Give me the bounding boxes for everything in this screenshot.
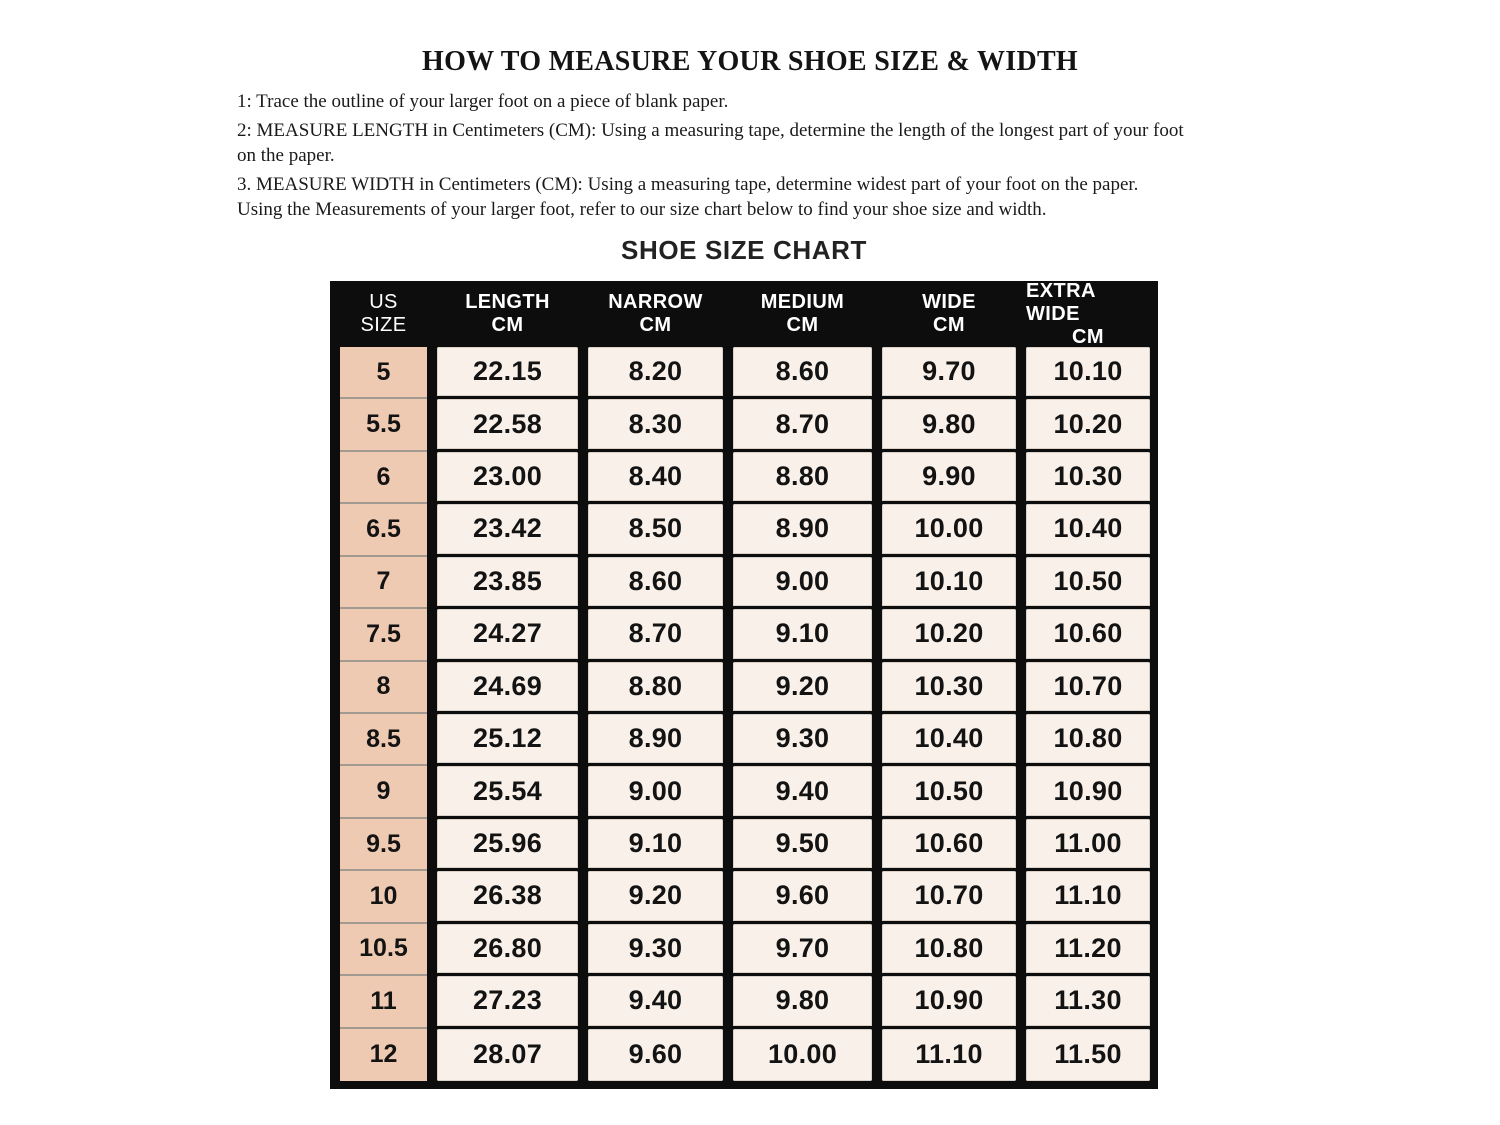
value-cell: 10.20 (882, 609, 1016, 661)
size-cell: 8.5 (340, 714, 427, 766)
value-cell: 10.60 (882, 819, 1016, 871)
column-header-us (340, 281, 427, 347)
value-cell: 23.42 (437, 504, 578, 556)
value-cell: 9.50 (733, 819, 872, 871)
value-cell: 10.60 (1026, 609, 1150, 661)
chart-subtitle: SHOE SIZE CHART (621, 235, 867, 265)
page-title: HOW TO MEASURE YOUR SHOE SIZE & WIDTH (421, 46, 1079, 77)
value-cell: 10.80 (1026, 714, 1150, 766)
value-cell: 9.00 (588, 766, 723, 818)
column-header-line1: LENGTH (465, 291, 550, 313)
value-cell: 8.30 (588, 399, 723, 451)
value-cell: 10.20 (1026, 399, 1150, 451)
size-cell: 7.5 (340, 609, 427, 661)
size-cell: 5 (340, 347, 427, 399)
value-cell: 11.50 (1026, 1029, 1150, 1081)
value-cell: 24.69 (437, 662, 578, 714)
value-cell: 9.90 (882, 452, 1016, 504)
size-cell: 8 (340, 662, 427, 714)
value-cell: 10.70 (882, 871, 1016, 923)
value-cell: 9.80 (882, 399, 1016, 451)
column-header-wide (882, 281, 1016, 347)
value-cell: 9.80 (733, 976, 872, 1028)
value-cell: 8.60 (733, 347, 872, 399)
column-header-line2: CM (639, 314, 672, 336)
column-header-line1: US (369, 291, 398, 313)
value-cell: 11.20 (1026, 924, 1150, 976)
value-cell: 11.10 (1026, 871, 1150, 923)
value-cell: 22.15 (437, 347, 578, 399)
value-cell: 10.50 (1026, 557, 1150, 609)
value-cell: 9.40 (733, 766, 872, 818)
value-cell: 9.20 (588, 871, 723, 923)
value-cell: 27.23 (437, 976, 578, 1028)
value-cell: 8.40 (588, 452, 723, 504)
column-header-line1: EXTRA WIDE (1026, 279, 1096, 325)
value-cell: 10.40 (1026, 504, 1150, 556)
value-cell: 10.10 (1026, 347, 1150, 399)
value-cell: 9.10 (733, 609, 872, 661)
column-header-line1: NARROW (608, 291, 703, 313)
size-cell: 9 (340, 766, 427, 818)
instructions (237, 89, 1267, 223)
value-cell: 10.80 (882, 924, 1016, 976)
value-cell: 10.00 (733, 1029, 872, 1081)
value-cell: 11.30 (1026, 976, 1150, 1028)
instruction-line-3: 3. MEASURE WIDTH in Centimeters (CM): Using a measuring tape, determine widest part of your foot on the paper. (237, 173, 1139, 195)
instruction-line-4: Using the Measurements of your larger foot, refer to our size chart below to find your shoe size and width. (237, 199, 1047, 220)
size-cell: 6 (340, 452, 427, 504)
size-chart-grid (340, 281, 1150, 1081)
value-cell: 8.80 (733, 452, 872, 504)
value-cell: 8.60 (588, 557, 723, 609)
value-cell: 9.20 (733, 662, 872, 714)
value-cell: 8.80 (588, 662, 723, 714)
value-cell: 23.85 (437, 557, 578, 609)
column-header-length (437, 281, 578, 347)
value-cell: 8.70 (733, 399, 872, 451)
value-cell: 10.50 (882, 766, 1016, 818)
value-cell: 23.00 (437, 452, 578, 504)
value-cell: 10.30 (1026, 452, 1150, 504)
value-cell: 9.60 (588, 1029, 723, 1081)
value-cell: 11.00 (1026, 819, 1150, 871)
size-cell: 11 (340, 976, 427, 1028)
size-cell: 10 (340, 871, 427, 923)
value-cell: 10.30 (882, 662, 1016, 714)
value-cell: 25.54 (437, 766, 578, 818)
instruction-line-1: 1: Trace the outline of your larger foot on a piece of blank paper. (237, 91, 729, 112)
value-cell: 9.70 (733, 924, 872, 976)
value-cell: 10.90 (1026, 766, 1150, 818)
value-cell: 9.60 (733, 871, 872, 923)
value-cell: 10.40 (882, 714, 1016, 766)
size-cell: 6.5 (340, 504, 427, 556)
value-cell: 22.58 (437, 399, 578, 451)
column-header-line2: CM (1072, 325, 1104, 348)
column-header-extra_wide (1026, 281, 1150, 347)
value-cell: 8.50 (588, 504, 723, 556)
value-cell: 26.80 (437, 924, 578, 976)
value-cell: 9.30 (733, 714, 872, 766)
instruction-line-2: 2: MEASURE LENGTH in Centimeters (CM): Using a measuring tape, determine the length of the longest part of your foot (237, 119, 1184, 141)
size-cell: 7 (340, 557, 427, 609)
value-cell: 25.96 (437, 819, 578, 871)
column-header-narrow (588, 281, 723, 347)
value-cell: 10.70 (1026, 662, 1150, 714)
instruction-line-2-wrap: on the paper. (237, 145, 335, 166)
size-table (330, 281, 1158, 1089)
value-cell: 25.12 (437, 714, 578, 766)
value-cell: 26.38 (437, 871, 578, 923)
value-cell: 10.10 (882, 557, 1016, 609)
value-cell: 24.27 (437, 609, 578, 661)
value-cell: 10.00 (882, 504, 1016, 556)
value-cell: 10.90 (882, 976, 1016, 1028)
column-header-line1: WIDE (922, 291, 976, 313)
column-header-medium (733, 281, 872, 347)
size-cell: 10.5 (340, 924, 427, 976)
value-cell: 8.70 (588, 609, 723, 661)
size-cell: 12 (340, 1029, 427, 1081)
column-header-line1: MEDIUM (760, 291, 845, 313)
value-cell: 9.30 (588, 924, 723, 976)
column-header-line2: CM (933, 314, 965, 336)
column-header-line2: CM (786, 314, 819, 336)
size-cell: 5.5 (340, 399, 427, 451)
size-cell: 9.5 (340, 819, 427, 871)
value-cell: 8.20 (588, 347, 723, 399)
column-header-line2: SIZE (360, 314, 407, 336)
value-cell: 28.07 (437, 1029, 578, 1081)
value-cell: 9.70 (882, 347, 1016, 399)
value-cell: 9.10 (588, 819, 723, 871)
value-cell: 8.90 (588, 714, 723, 766)
value-cell: 11.10 (882, 1029, 1016, 1081)
column-header-line2: CM (491, 314, 524, 336)
value-cell: 8.90 (733, 504, 872, 556)
value-cell: 9.40 (588, 976, 723, 1028)
value-cell: 9.00 (733, 557, 872, 609)
